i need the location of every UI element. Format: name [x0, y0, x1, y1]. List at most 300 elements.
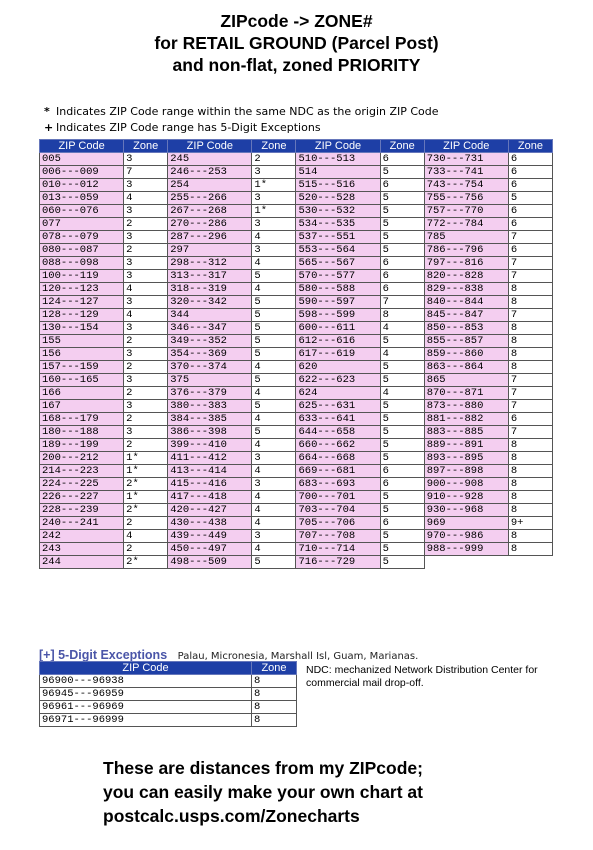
- table-row: [40, 675, 297, 688]
- zip-code-cell: 245: [168, 153, 252, 166]
- zip-code-cell: 664---668: [296, 452, 380, 465]
- table-row: [40, 452, 553, 465]
- zone-cell: 2: [124, 335, 168, 348]
- zone-cell: 1*: [252, 205, 296, 218]
- zip-code-cell: 320---342: [168, 296, 252, 309]
- zip-code-cell: 200---212: [40, 452, 124, 465]
- zip-code-cell: 96900---96938: [40, 675, 252, 688]
- zone-cell: 5: [380, 166, 424, 179]
- zone-cell: 2: [124, 387, 168, 400]
- zone-cell: 5: [380, 400, 424, 413]
- zip-code-cell: 255---266: [168, 192, 252, 205]
- zone-cell: 6: [380, 153, 424, 166]
- zip-code-cell: 010---012: [40, 179, 124, 192]
- zone-cell: 5: [380, 374, 424, 387]
- table-row: [40, 491, 553, 504]
- zip-code-cell: 850---853: [424, 322, 508, 335]
- zip-code-cell: 710---714: [296, 543, 380, 556]
- zip-code-cell: 900---908: [424, 478, 508, 491]
- zone-cell: 2*: [124, 504, 168, 517]
- zone-cell: 1*: [124, 491, 168, 504]
- zip-code-cell: 243: [40, 543, 124, 556]
- zone-cell: 4: [252, 491, 296, 504]
- zone-cell: 2: [124, 517, 168, 530]
- zone-cell: 8: [508, 478, 552, 491]
- zip-code-cell: 254: [168, 179, 252, 192]
- zone-cell: 2: [124, 244, 168, 257]
- zip-code-cell: 375: [168, 374, 252, 387]
- zip-code-cell: 520---528: [296, 192, 380, 205]
- zip-code-cell: 439---449: [168, 530, 252, 543]
- table-row: [40, 413, 553, 426]
- zip-code-cell: 743---754: [424, 179, 508, 192]
- footer-line-3: postcalc.usps.com/Zonecharts: [103, 806, 360, 826]
- zip-code-cell: 96945---96959: [40, 688, 252, 701]
- zip-code-cell: 845---847: [424, 309, 508, 322]
- zip-code-cell: 078---079: [40, 231, 124, 244]
- zone-cell: [508, 556, 552, 569]
- zip-code-cell: 180---188: [40, 426, 124, 439]
- zip-code-cell: 870---871: [424, 387, 508, 400]
- zip-code-cell: 128---129: [40, 309, 124, 322]
- zip-code-cell: 580---588: [296, 283, 380, 296]
- zip-code-cell: 757---770: [424, 205, 508, 218]
- zone-cell: 2: [124, 439, 168, 452]
- zip-code-cell: 716---729: [296, 556, 380, 569]
- footer-line-2: you can easily make your own chart at: [103, 782, 423, 802]
- exceptions-text: Indicates ZIP Code range has 5-Digit Exceptions: [56, 121, 321, 134]
- zone-cell: 1*: [124, 465, 168, 478]
- zip-code-cell: 829---838: [424, 283, 508, 296]
- zone-cell: 4: [252, 543, 296, 556]
- zip-code-cell: 386---398: [168, 426, 252, 439]
- table-row: [40, 257, 553, 270]
- zone-cell: 4: [252, 517, 296, 530]
- zone-cell: 3: [252, 452, 296, 465]
- star-mark: *: [44, 105, 50, 118]
- zip-code-cell: 189---199: [40, 439, 124, 452]
- zip-code-cell: 865: [424, 374, 508, 387]
- zone-cell: 6: [380, 478, 424, 491]
- zone-cell: 5: [252, 322, 296, 335]
- zone-cell: 3: [252, 166, 296, 179]
- zip-code-cell: 413---414: [168, 465, 252, 478]
- exceptions-table: [39, 661, 297, 727]
- zip-code-cell: 889---891: [424, 439, 508, 452]
- zip-code-cell: 910---928: [424, 491, 508, 504]
- zip-code-cell: 287---296: [168, 231, 252, 244]
- table-row: [40, 296, 553, 309]
- zone-cell: 5: [380, 504, 424, 517]
- zip-code-cell: 683---693: [296, 478, 380, 491]
- zone-cell: 5: [380, 335, 424, 348]
- zone-cell: 6: [380, 517, 424, 530]
- zone-cell: 3: [124, 205, 168, 218]
- zone-cell: 8: [508, 504, 552, 517]
- table-row: [40, 530, 553, 543]
- title-line-2: for RETAIL GROUND (Parcel Post): [154, 33, 439, 53]
- exceptions-note: [44, 120, 439, 136]
- zip-zone-table: [39, 139, 553, 569]
- zip-code-cell: 267---268: [168, 205, 252, 218]
- zip-code-cell: 620: [296, 361, 380, 374]
- zone-cell: 3: [252, 530, 296, 543]
- zone-cell: 2*: [124, 556, 168, 569]
- zip-code-cell: 700---701: [296, 491, 380, 504]
- zip-code-cell: 534---535: [296, 218, 380, 231]
- zip-code-cell: 733---741: [424, 166, 508, 179]
- zip-code-cell: 797---816: [424, 257, 508, 270]
- zip-code-cell: 088---098: [40, 257, 124, 270]
- zone-cell: 3: [124, 348, 168, 361]
- zone-cell: 4: [380, 387, 424, 400]
- zone-table-body: [40, 153, 553, 569]
- zip-code-cell: 420---427: [168, 504, 252, 517]
- zone-cell: 8: [508, 452, 552, 465]
- zone-cell: 3: [124, 322, 168, 335]
- zone-cell: 2: [124, 218, 168, 231]
- zone-cell: 5: [380, 244, 424, 257]
- zip-code-cell: 380---383: [168, 400, 252, 413]
- zone-cell: 8: [508, 348, 552, 361]
- zone-cell: 5: [380, 413, 424, 426]
- zip-code-cell: 224---225: [40, 478, 124, 491]
- zone-cell: 8: [508, 283, 552, 296]
- zone-cell: 5: [252, 556, 296, 569]
- zone-cell: 4: [252, 283, 296, 296]
- zip-code-cell: 244: [40, 556, 124, 569]
- zone-cell: 3: [252, 192, 296, 205]
- zip-code-cell: 242: [40, 530, 124, 543]
- zone-cell: 8: [252, 688, 297, 701]
- exceptions-regions: Palau, Micronesia, Marshall Isl, Guam, Marianas.: [177, 651, 419, 662]
- zip-code-column-header: ZIP Code: [296, 140, 380, 153]
- zone-cell: 7: [508, 426, 552, 439]
- zone-cell: 3: [124, 179, 168, 192]
- table-row: [40, 517, 553, 530]
- legend-notes: [44, 104, 439, 136]
- zone-cell: 8: [508, 543, 552, 556]
- zone-cell: 4: [252, 257, 296, 270]
- zip-code-cell: 617---619: [296, 348, 380, 361]
- zip-code-cell: 006---009: [40, 166, 124, 179]
- zone-cell: 2*: [124, 478, 168, 491]
- zone-cell: 2: [124, 361, 168, 374]
- zone-column-header: Zone: [508, 140, 552, 153]
- table-row: [40, 348, 553, 361]
- zip-code-cell: 166: [40, 387, 124, 400]
- zone-cell: 8: [380, 309, 424, 322]
- zip-code-cell: 625---631: [296, 400, 380, 413]
- zip-code-cell: [424, 556, 508, 569]
- zip-code-cell: 96961---96969: [40, 701, 252, 714]
- zone-cell: 3: [252, 218, 296, 231]
- zone-column-header: Zone: [380, 140, 424, 153]
- exceptions-header-row: [40, 662, 297, 675]
- same-ndc-note: [44, 104, 439, 120]
- zone-cell: 3: [124, 257, 168, 270]
- zone-cell: 8: [508, 296, 552, 309]
- table-row: [40, 244, 553, 257]
- zone-cell: 7: [508, 400, 552, 413]
- zone-cell: 2: [124, 413, 168, 426]
- zone-cell: 3: [252, 478, 296, 491]
- zone-cell: 8: [508, 361, 552, 374]
- zip-code-cell: 411---412: [168, 452, 252, 465]
- zip-code-column-header: ZIP Code: [168, 140, 252, 153]
- zone-cell: 6: [380, 257, 424, 270]
- zone-cell: 7: [508, 374, 552, 387]
- zone-cell: 8: [508, 491, 552, 504]
- zone-cell: 5: [252, 400, 296, 413]
- zip-code-cell: 160---165: [40, 374, 124, 387]
- table-row: [40, 153, 553, 166]
- zone-cell: 8: [508, 439, 552, 452]
- zip-code-cell: 168---179: [40, 413, 124, 426]
- zone-cell: 5: [380, 543, 424, 556]
- zone-cell: 6: [508, 413, 552, 426]
- zone-cell: 7: [508, 270, 552, 283]
- zone-cell: 8: [252, 714, 297, 727]
- zip-code-cell: 298---312: [168, 257, 252, 270]
- zone-column-header: Zone: [124, 140, 168, 153]
- table-row: [40, 400, 553, 413]
- table-row: [40, 322, 553, 335]
- zip-code-cell: 703---704: [296, 504, 380, 517]
- zone-cell: 5: [252, 335, 296, 348]
- table-row: [40, 439, 553, 452]
- zip-code-cell: 598---599: [296, 309, 380, 322]
- zip-code-cell: 417---418: [168, 491, 252, 504]
- table-row: [40, 374, 553, 387]
- zip-code-cell: 100---119: [40, 270, 124, 283]
- zone-cell: 1*: [124, 452, 168, 465]
- zone-cell: 3: [124, 270, 168, 283]
- zone-cell: 5: [380, 426, 424, 439]
- zone-cell: 4: [252, 361, 296, 374]
- table-row: [40, 270, 553, 283]
- exceptions-table-body: [40, 675, 297, 727]
- table-row: [40, 283, 553, 296]
- table-row: [40, 556, 553, 569]
- zip-code-cell: 354---369: [168, 348, 252, 361]
- zip-code-cell: 005: [40, 153, 124, 166]
- chart-title: [0, 10, 593, 76]
- zip-code-cell: 157---159: [40, 361, 124, 374]
- zip-code-cell: 246---253: [168, 166, 252, 179]
- ndc-definition: NDC: mechanized Network Distribution Center for commercial mail drop-off.: [306, 664, 538, 689]
- zone-cell: 5: [380, 218, 424, 231]
- zone-cell: 4: [252, 231, 296, 244]
- zone-cell: 5: [380, 231, 424, 244]
- title-line-1: ZIPcode -> ZONE#: [220, 11, 373, 31]
- zone-cell: 3: [124, 426, 168, 439]
- table-row: [40, 309, 553, 322]
- zone-cell: 5: [252, 296, 296, 309]
- zone-cell: 5: [252, 374, 296, 387]
- zone-cell: 8: [252, 701, 297, 714]
- zone-cell: 6: [380, 465, 424, 478]
- zip-code-cell: 013---059: [40, 192, 124, 205]
- zone-cell: 3: [124, 153, 168, 166]
- zip-code-cell: 705---706: [296, 517, 380, 530]
- zip-code-cell: 370---374: [168, 361, 252, 374]
- zip-code-cell: 633---641: [296, 413, 380, 426]
- same-ndc-text: Indicates ZIP Code range within the same NDC as the origin ZIP Code: [56, 105, 439, 118]
- zone-cell: 6: [380, 179, 424, 192]
- zip-code-cell: 156: [40, 348, 124, 361]
- zone-cell: 8: [508, 530, 552, 543]
- zip-code-cell: 344: [168, 309, 252, 322]
- zone-cell: 3: [124, 296, 168, 309]
- zip-code-cell: 553---564: [296, 244, 380, 257]
- zip-code-cell: 786---796: [424, 244, 508, 257]
- zone-cell: 5: [380, 452, 424, 465]
- zip-code-cell: 060---076: [40, 205, 124, 218]
- table-row: [40, 192, 553, 205]
- zip-code-cell: 214---223: [40, 465, 124, 478]
- table-row: [40, 688, 297, 701]
- table-row: [40, 179, 553, 192]
- zip-code-cell: 897---898: [424, 465, 508, 478]
- zone-cell: 3: [124, 231, 168, 244]
- zip-code-cell: 988---999: [424, 543, 508, 556]
- zip-code-cell: 313---317: [168, 270, 252, 283]
- zone-cell: 4: [124, 309, 168, 322]
- zone-cell: 5: [380, 205, 424, 218]
- table-row: [40, 543, 553, 556]
- zone-column-header: Zone: [252, 662, 297, 675]
- table-row: [40, 465, 553, 478]
- zip-code-cell: 570---577: [296, 270, 380, 283]
- zone-cell: 7: [508, 387, 552, 400]
- plus-mark: +: [44, 121, 54, 134]
- zip-code-cell: 785: [424, 231, 508, 244]
- zone-cell: 4: [252, 504, 296, 517]
- zip-code-cell: 707---708: [296, 530, 380, 543]
- zone-cell: 1*: [252, 179, 296, 192]
- zone-cell: 5: [380, 192, 424, 205]
- table-row: [40, 361, 553, 374]
- zip-code-cell: 969: [424, 517, 508, 530]
- zip-code-cell: 384---385: [168, 413, 252, 426]
- zip-code-cell: 600---611: [296, 322, 380, 335]
- table-row: [40, 387, 553, 400]
- zone-cell: 4: [252, 413, 296, 426]
- table-row: [40, 166, 553, 179]
- zip-code-cell: 515---516: [296, 179, 380, 192]
- zip-code-cell: 755---756: [424, 192, 508, 205]
- zone-column-header: Zone: [252, 140, 296, 153]
- zip-code-cell: 450---497: [168, 543, 252, 556]
- zone-cell: 4: [380, 322, 424, 335]
- zone-cell: 3: [124, 400, 168, 413]
- exceptions-title: [+] 5-Digit Exceptions: [39, 648, 168, 662]
- zone-cell: 8: [508, 322, 552, 335]
- zip-code-cell: 167: [40, 400, 124, 413]
- zone-cell: 5: [380, 530, 424, 543]
- zip-code-cell: 624: [296, 387, 380, 400]
- zip-code-cell: 226---227: [40, 491, 124, 504]
- zone-cell: 6: [508, 244, 552, 257]
- zip-code-cell: 155: [40, 335, 124, 348]
- footer-line-1: These are distances from my ZIPcode;: [103, 758, 423, 778]
- table-row: [40, 504, 553, 517]
- zone-cell: 7: [124, 166, 168, 179]
- zip-code-cell: 399---410: [168, 439, 252, 452]
- zip-code-cell: 530---532: [296, 205, 380, 218]
- zip-code-cell: 297: [168, 244, 252, 257]
- zone-cell: 6: [508, 205, 552, 218]
- zone-cell: 5: [508, 192, 552, 205]
- zone-cell: 2: [124, 543, 168, 556]
- table-row: [40, 335, 553, 348]
- zip-code-cell: 930---968: [424, 504, 508, 517]
- zip-code-cell: 772---784: [424, 218, 508, 231]
- zip-code-cell: 873---880: [424, 400, 508, 413]
- zone-table-header-row: [40, 140, 553, 153]
- zone-cell: 8: [508, 465, 552, 478]
- zone-cell: 2: [252, 153, 296, 166]
- zone-cell: 4: [124, 192, 168, 205]
- zip-code-cell: 893---895: [424, 452, 508, 465]
- zip-code-cell: 120---123: [40, 283, 124, 296]
- zip-code-cell: 644---658: [296, 426, 380, 439]
- zone-cell: 9+: [508, 517, 552, 530]
- zone-cell: 5: [252, 426, 296, 439]
- zone-cell: 5: [380, 361, 424, 374]
- title-line-3: and non-flat, zoned PRIORITY: [172, 55, 421, 75]
- zip-code-cell: 124---127: [40, 296, 124, 309]
- zip-code-cell: 514: [296, 166, 380, 179]
- table-row: [40, 218, 553, 231]
- zone-cell: 4: [124, 530, 168, 543]
- zip-code-cell: 622---623: [296, 374, 380, 387]
- table-row: [40, 205, 553, 218]
- zip-code-cell: 537---551: [296, 231, 380, 244]
- zone-cell: 4: [252, 387, 296, 400]
- zip-code-cell: 730---731: [424, 153, 508, 166]
- footer-text: [103, 756, 423, 828]
- zone-cell: 4: [124, 283, 168, 296]
- zone-cell: 8: [508, 335, 552, 348]
- zip-code-cell: 130---154: [40, 322, 124, 335]
- zone-cell: 7: [508, 309, 552, 322]
- zone-cell: 6: [508, 166, 552, 179]
- zone-cell: 5: [380, 556, 424, 569]
- zone-cell: 7: [508, 231, 552, 244]
- zone-cell: 8: [252, 675, 297, 688]
- zone-cell: 5: [252, 309, 296, 322]
- zip-code-cell: 228---239: [40, 504, 124, 517]
- zip-code-cell: 498---509: [168, 556, 252, 569]
- zone-cell: 5: [252, 348, 296, 361]
- zip-code-cell: 510---513: [296, 153, 380, 166]
- zone-cell: 7: [380, 296, 424, 309]
- zip-code-column-header: ZIP Code: [40, 662, 252, 675]
- zip-code-cell: 415---416: [168, 478, 252, 491]
- zip-code-cell: 565---567: [296, 257, 380, 270]
- zone-cell: 7: [508, 257, 552, 270]
- zone-cell: 6: [508, 179, 552, 192]
- zip-code-cell: 820---828: [424, 270, 508, 283]
- table-row: [40, 231, 553, 244]
- zone-cell: 6: [508, 218, 552, 231]
- zip-code-cell: 240---241: [40, 517, 124, 530]
- zip-code-cell: 840---844: [424, 296, 508, 309]
- zone-cell: 5: [380, 491, 424, 504]
- zip-code-cell: 855---857: [424, 335, 508, 348]
